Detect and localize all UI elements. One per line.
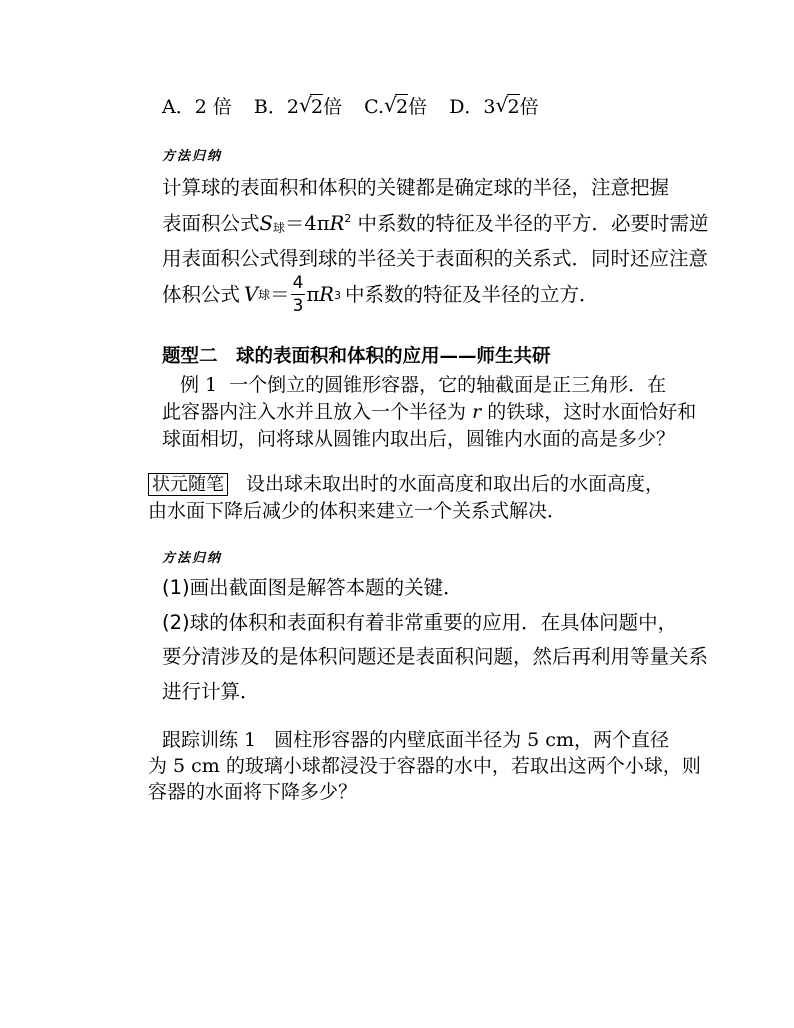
example1-line3: 球面相切，问将球从圆锥内取出后，圆锥内水面的高是多少？ bbox=[162, 428, 676, 450]
method1-line3: 用表面积公式得到球的半径关于表面积的关系式．同时还应注意 bbox=[162, 247, 709, 270]
method2-p2-line2: 要分清涉及的是体积问题还是表面积问题，然后再利用等量关系 bbox=[162, 645, 709, 668]
sqrt-symbol: √ 2 bbox=[298, 93, 324, 118]
example1-line1: 例 1 一个倒立的圆锥形容器，它的轴截面是正三角形．在 bbox=[180, 374, 667, 396]
sqrt-symbol: √ 2 bbox=[495, 93, 520, 118]
answer-options bbox=[162, 93, 539, 118]
method-heading-2: 方法归纳 bbox=[162, 551, 223, 566]
sqrt-symbol: √ 2 bbox=[384, 93, 409, 118]
method1-line1: 计算球的表面积和体积的关键都是确定球的半径，注意把握 bbox=[162, 176, 670, 199]
method2-p1: (1)画出截面图是解答本题的关键． bbox=[162, 576, 463, 599]
option-a: A．2 倍 bbox=[162, 96, 232, 118]
example1-line2: 此容器内注入水并且放入一个半径为 r 的铁球，这时水面恰好和 bbox=[162, 401, 697, 423]
practice-line1: 跟踪训练 1 圆柱形容器的内壁底面半径为 5 cm，两个直径 bbox=[162, 729, 669, 751]
practice-line2: 为 5 cm 的玻璃小球都浸没于容器的水中，若取出这两个小球，则 bbox=[148, 755, 701, 777]
fraction-four-thirds: $\frac{4}{3}$ bbox=[292, 273, 304, 316]
note-line2: 由水面下降后减少的体积来建立一个关系式解决． bbox=[148, 500, 567, 522]
practice-line3: 容器的水面将下降多少？ bbox=[148, 781, 358, 803]
option-b: B．2 √ 2倍 bbox=[253, 93, 343, 118]
method-heading-1: 方法归纳 bbox=[162, 149, 223, 164]
option-d: D．3 √ 2倍 bbox=[449, 93, 539, 118]
option-c: C. √ 2倍 bbox=[364, 93, 428, 118]
method2-p2-line3: 进行计算． bbox=[162, 680, 260, 703]
note-line1: 状元随笔 设出球未取出时的水面高度和取出后的水面高度， bbox=[148, 475, 664, 494]
practice-label: 跟踪训练 1 bbox=[162, 729, 257, 751]
section-title-type2: 题型二 球的表面积和体积的应用——师生共研 bbox=[162, 346, 551, 367]
method2-p2-line1: (2)球的体积和表面积有着非常重要的应用．在具体问题中， bbox=[162, 611, 678, 634]
method1-line4: 体积公式 V 球 ＝ $\frac{4}{3}$ π R 3 中系数的特征及半径的立方． bbox=[162, 273, 599, 316]
example-label: 例 1 bbox=[180, 374, 218, 396]
note-badge: 状元随笔 bbox=[148, 473, 228, 496]
method1-line2: 表面积公式S球$=4\pi R^2$ 中系数的特征及半径的平方．必要时需逆 bbox=[162, 212, 709, 235]
